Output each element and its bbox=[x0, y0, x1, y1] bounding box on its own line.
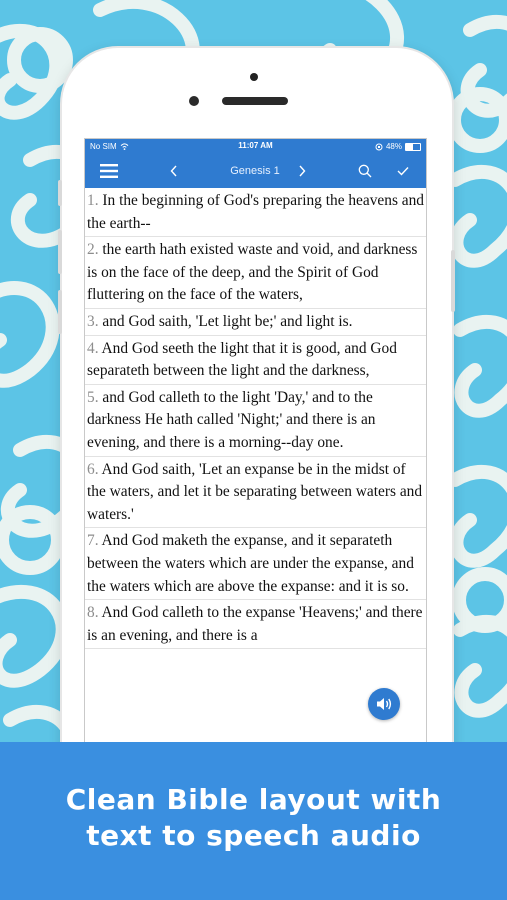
text-to-speech-button[interactable] bbox=[368, 688, 400, 720]
nav-bar bbox=[85, 154, 426, 188]
verse-text: And God maketh the expanse, and it separateth between the waters which are under the expanse, and the waters which are above the expanse: and it is so. bbox=[87, 532, 414, 595]
promo-caption-text bbox=[0, 782, 507, 854]
verse-text: the earth hath existed waste and void, and darkness is on the face of the deep, and the Spirit of God fluttering on the face of the waters, bbox=[87, 241, 418, 304]
verse-number: 1. bbox=[87, 192, 99, 209]
next-chapter-button[interactable] bbox=[291, 154, 313, 188]
verse-number: 2. bbox=[87, 241, 99, 259]
battery-icon bbox=[405, 143, 421, 151]
search-icon bbox=[358, 164, 372, 178]
checkmark-button[interactable] bbox=[391, 154, 415, 188]
phone-sensor bbox=[250, 73, 258, 81]
speaker-volume-icon bbox=[375, 696, 393, 712]
chevron-right-icon bbox=[298, 165, 306, 177]
phone-earpiece bbox=[222, 97, 288, 105]
search-button[interactable] bbox=[353, 154, 377, 188]
verse-item[interactable] bbox=[85, 237, 426, 309]
verse-number: 5. bbox=[87, 388, 99, 406]
chapter-title[interactable]: Genesis 1 bbox=[230, 165, 280, 177]
carrier-label: No SIM bbox=[90, 142, 117, 151]
verse-item[interactable] bbox=[85, 336, 426, 385]
verse-item[interactable] bbox=[85, 385, 426, 457]
phone-side-button bbox=[58, 180, 62, 206]
verse-number: 7. bbox=[87, 532, 99, 550]
app-screen bbox=[84, 138, 427, 744]
verse-text: And God calleth to the expanse 'Heavens;' and there is an evening, and there is a bbox=[87, 604, 423, 644]
battery-percent: 48% bbox=[385, 142, 402, 151]
verse-text: In the beginning of God's preparing the heavens and the earth-- bbox=[87, 192, 425, 232]
status-bar bbox=[85, 139, 426, 154]
phone-camera bbox=[189, 96, 199, 106]
phone-power-button bbox=[451, 250, 455, 312]
hamburger-menu-icon bbox=[100, 164, 118, 178]
promo-caption-banner bbox=[0, 742, 507, 900]
verse-text: And God seeth the light that it is good, and God separateth between the light and the darkness, bbox=[87, 339, 397, 380]
status-time: 11:07 AM bbox=[238, 141, 273, 150]
verse-item[interactable] bbox=[85, 600, 426, 649]
phone-volume-up bbox=[58, 230, 62, 274]
chevron-left-icon bbox=[170, 165, 178, 177]
verse-item[interactable] bbox=[85, 309, 426, 336]
verse-number: 4. bbox=[87, 339, 99, 357]
caption-line-2: text to speech audio bbox=[86, 819, 421, 852]
phone-volume-down bbox=[58, 290, 62, 334]
checkmark-icon bbox=[397, 166, 409, 176]
menu-button[interactable] bbox=[95, 154, 123, 188]
verse-text: And God saith, 'Let an expanse be in the midst of the waters, and let it be separating between waters and waters.' bbox=[87, 460, 423, 523]
verse-number: 8. bbox=[87, 604, 99, 622]
verse-number: 3. bbox=[87, 312, 99, 330]
verse-list bbox=[85, 188, 426, 649]
verse-item[interactable] bbox=[85, 528, 426, 600]
verse-item[interactable] bbox=[85, 188, 426, 237]
verse-number: 6. bbox=[87, 460, 99, 478]
previous-chapter-button[interactable] bbox=[163, 154, 185, 188]
caption-line-1: Clean Bible layout with bbox=[65, 783, 442, 816]
verse-item[interactable] bbox=[85, 457, 426, 529]
verse-text: and God calleth to the light 'Day,' and to the darkness He hath called 'Night;' and there is an evening, and there is a morning--day one. bbox=[87, 388, 376, 451]
verse-text: and God saith, 'Let light be;' and light is. bbox=[98, 312, 353, 330]
